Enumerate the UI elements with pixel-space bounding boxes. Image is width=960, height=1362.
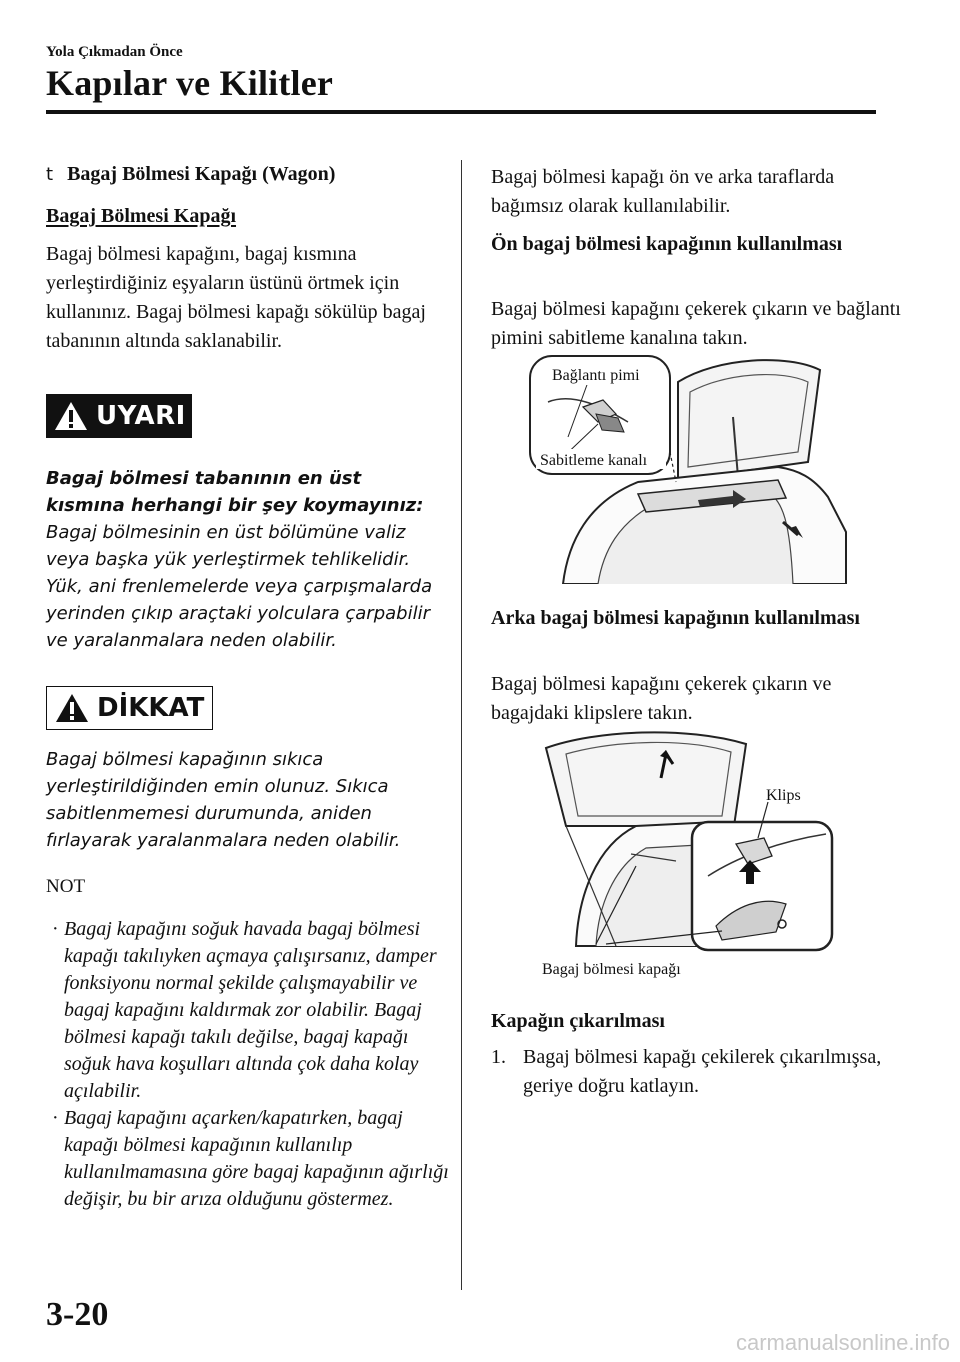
note-label: NOT bbox=[46, 876, 86, 897]
intro-paragraph: Bagaj bölmesi kapağını, bagaj kısmına yerleştirdiğiniz eşyaların üstünü örtmek için kullanınız. Bagaj bölmesi kapağı sökülüp bagaj tabanının altında saklanabilir. bbox=[46, 243, 426, 352]
front-cover-body: Bagaj bölmesi kapağını çekerek çıkarın ve bağlantı pimini sabitleme kanalına takın. bbox=[491, 298, 901, 349]
warning-heading: Bagaj bölmesi tabanının en üst kısmına herhangi bir şey koymayınız: bbox=[46, 468, 424, 516]
caution-triangle-icon bbox=[55, 693, 89, 723]
subsection-heading: Bagaj Bölmesi Kapağı bbox=[46, 205, 237, 227]
note-item bbox=[46, 916, 451, 1105]
rear-cover-figure bbox=[536, 726, 836, 982]
fig-label-cover: Bagaj bölmesi kapağı bbox=[542, 961, 681, 978]
fig-label-pin: Bağlantı pimi bbox=[552, 367, 640, 384]
remove-cover-heading: Kapağın çıkarılması bbox=[491, 1010, 665, 1032]
caution-label: DİKKAT bbox=[97, 693, 205, 723]
front-cover-heading: Ön bagaj bölmesi kapağının kullanılması bbox=[491, 233, 843, 255]
bullet-icon: · bbox=[52, 918, 58, 940]
warning-label: UYARI bbox=[96, 401, 186, 431]
caution-body: Bagaj bölmesi kapağının sıkıca yerleştirildiğinden emin olunuz. Sıkıca sabitlenmemesi durumunda, aniden fırlayarak yaralanmalara neden olabilir. bbox=[46, 749, 401, 851]
section-title: Bagaj Bölmesi Kapağı (Wagon) bbox=[67, 163, 336, 185]
step-number: 1. bbox=[491, 1046, 506, 1068]
watermark: carmanualsonline.info bbox=[735, 1330, 950, 1355]
page-title: Kapılar ve Kilitler bbox=[46, 63, 334, 103]
note-item-text: Bagaj kapağını soğuk havada bagaj bölmesi kapağı takılıyken açmaya çalışırsanız, damper fonksiyonu normal şekilde çalışmayabilir ve bagaj kapağını kaldırmak zor olabilir. Bagaj bölmesi kapağı takılı değilse, bagaj kapağı soğuk hava koşulları altında çok daha kolay açılabilir. bbox=[64, 918, 437, 1102]
note-item bbox=[46, 1105, 451, 1213]
section-marker: t bbox=[46, 164, 54, 185]
warning-badge bbox=[46, 394, 192, 438]
right-intro: Bagaj bölmesi kapağı ön ve arka taraflarda bağımsız olarak kullanılabilir. bbox=[491, 166, 835, 217]
rear-cover-heading: Arka bagaj bölmesi kapağının kullanılması bbox=[491, 607, 860, 629]
warning-body: Bagaj bölmesinin en üst bölümüne valiz veya başka yük yerleştirmek tehlikelidir. Yük, ani frenlemelerde veya çarpışmalarda yerinden çıkıp araçtaki yolculara çarpabilir ve yaralanmalara neden olabilir. bbox=[46, 522, 433, 651]
bullet-icon: · bbox=[52, 1107, 58, 1129]
rear-cover-body: Bagaj bölmesi kapağını çekerek çıkarın ve bagajdaki klipslere takın. bbox=[491, 673, 832, 724]
fig-label-clips: Klips bbox=[766, 787, 801, 804]
breadcrumb: Yola Çıkmadan Önce bbox=[46, 44, 183, 60]
step-item bbox=[491, 1043, 901, 1101]
step-text: Bagaj bölmesi kapağı çekilerek çıkarılmışsa, geriye doğru katlayın. bbox=[523, 1046, 882, 1097]
note-list bbox=[46, 916, 451, 1213]
page-number: 3-20 bbox=[46, 1296, 109, 1333]
section-heading bbox=[46, 163, 335, 186]
fig-label-channel: Sabitleme kanalı bbox=[540, 452, 648, 469]
front-cover-figure bbox=[528, 352, 848, 584]
note-item-text: Bagaj kapağını açarken/kapatırken, bagaj kapağı bölmesi kapağının kullanılıp kullanılmamasına göre bagaj kapağının ağırlığı değişir, bu bir arıza olduğunu göstermez. bbox=[64, 1107, 449, 1210]
column-divider bbox=[461, 160, 462, 1290]
warning-triangle-icon bbox=[54, 401, 88, 431]
caution-badge bbox=[46, 686, 213, 730]
title-rule bbox=[46, 110, 876, 114]
